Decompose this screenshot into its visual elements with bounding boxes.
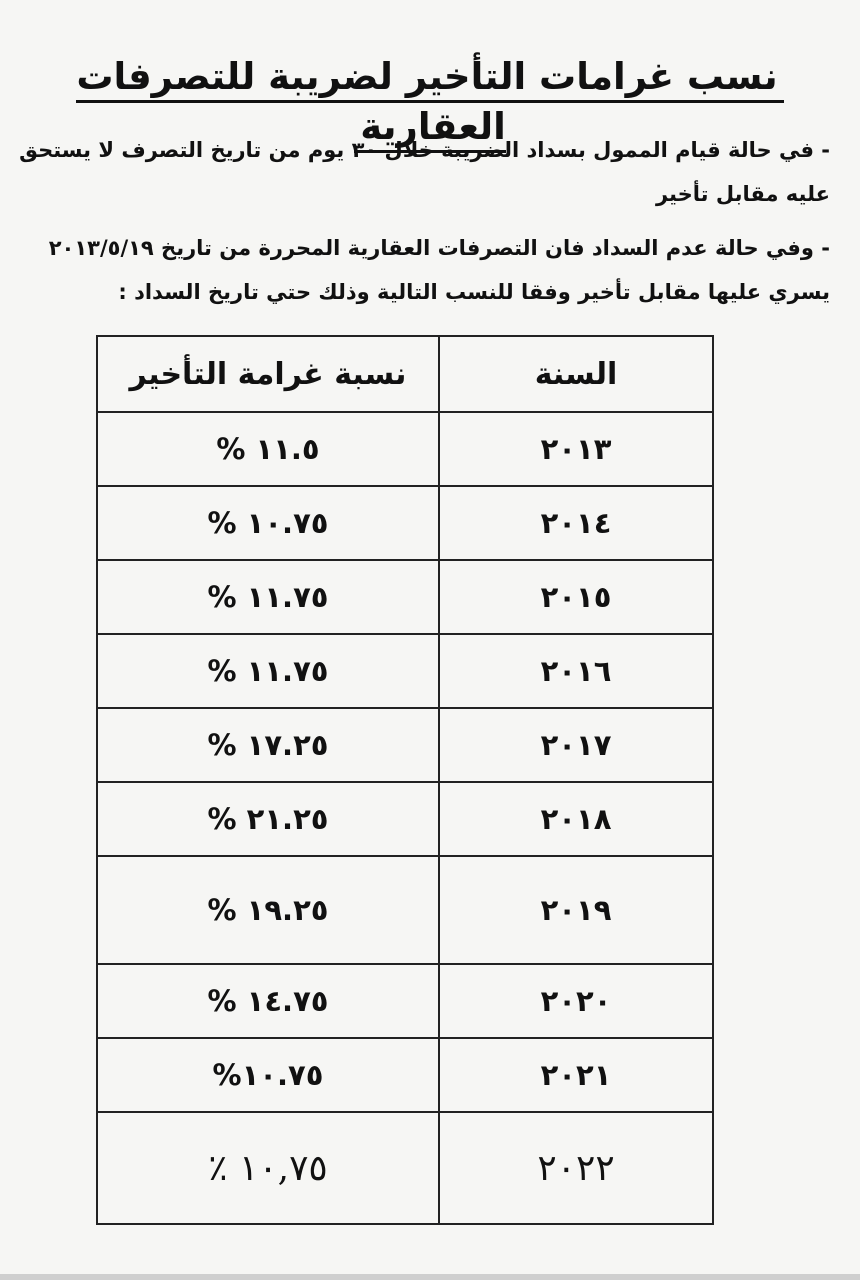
table-row: [97, 1038, 713, 1112]
year-cell: ٢٠١٦: [439, 634, 713, 708]
paragraph-timely-payment: [14, 128, 830, 216]
scan-edge: [0, 1274, 860, 1280]
table-header-row: [97, 336, 713, 412]
table-row-handwritten: [97, 1112, 713, 1224]
paragraph-1-line-1: - في حالة قيام الممول بسداد الضريبة خلال ٣٠ يوم من تاريخ التصرف لا يستحق: [19, 138, 830, 162]
rate-cell: ١٠.٧٥ %: [97, 486, 439, 560]
rate-cell: ١٧.٢٥ %: [97, 708, 439, 782]
rate-cell: ٢١.٢٥ %: [97, 782, 439, 856]
rate-cell: ١١.٥ %: [97, 412, 439, 486]
paragraph-late-payment: [14, 226, 830, 314]
year-cell: ٢٠٢١: [439, 1038, 713, 1112]
rate-cell: ١٩.٢٥ %: [97, 856, 439, 964]
year-cell: ٢٠٢٠: [439, 964, 713, 1038]
year-cell: ٢٠١٤: [439, 486, 713, 560]
year-cell: ٢٠١٨: [439, 782, 713, 856]
table-row: [97, 782, 713, 856]
paragraph-1-line-2: عليه مقابل تأخير: [655, 182, 830, 206]
year-cell: ٢٠١٧: [439, 708, 713, 782]
table-row: [97, 856, 713, 964]
late-penalty-rates-table: [96, 335, 714, 1225]
header-rate: نسبة غرامة التأخير: [97, 336, 439, 412]
page-title-text: نسب غرامات التأخير لضريبة للتصرفات العقارية: [76, 55, 783, 153]
table-row: [97, 412, 713, 486]
rate-cell: ١١.٧٥ %: [97, 560, 439, 634]
year-cell-handwritten: ٢٠٢٢: [439, 1112, 713, 1224]
paragraph-2-line-1: - وفي حالة عدم السداد فان التصرفات العقارية المحررة من تاريخ ٢٠١٣/٥/١٩: [48, 236, 830, 260]
table-row: [97, 560, 713, 634]
rate-cell: ١٤.٧٥ %: [97, 964, 439, 1038]
table-row: [97, 964, 713, 1038]
table-row: [97, 486, 713, 560]
header-year: السنة: [439, 336, 713, 412]
table-row: [97, 634, 713, 708]
rate-cell: ١١.٧٥ %: [97, 634, 439, 708]
year-cell: ٢٠١٣: [439, 412, 713, 486]
year-cell: ٢٠١٩: [439, 856, 713, 964]
table-row: [97, 708, 713, 782]
rate-cell-handwritten: ١٠,٧٥ ٪: [97, 1112, 439, 1224]
rate-cell: ١٠.٧٥%: [97, 1038, 439, 1112]
paragraph-2-line-2: يسري عليها مقابل تأخير وفقا للنسب التالية وذلك حتي تاريخ السداد :: [118, 280, 830, 304]
year-cell: ٢٠١٥: [439, 560, 713, 634]
